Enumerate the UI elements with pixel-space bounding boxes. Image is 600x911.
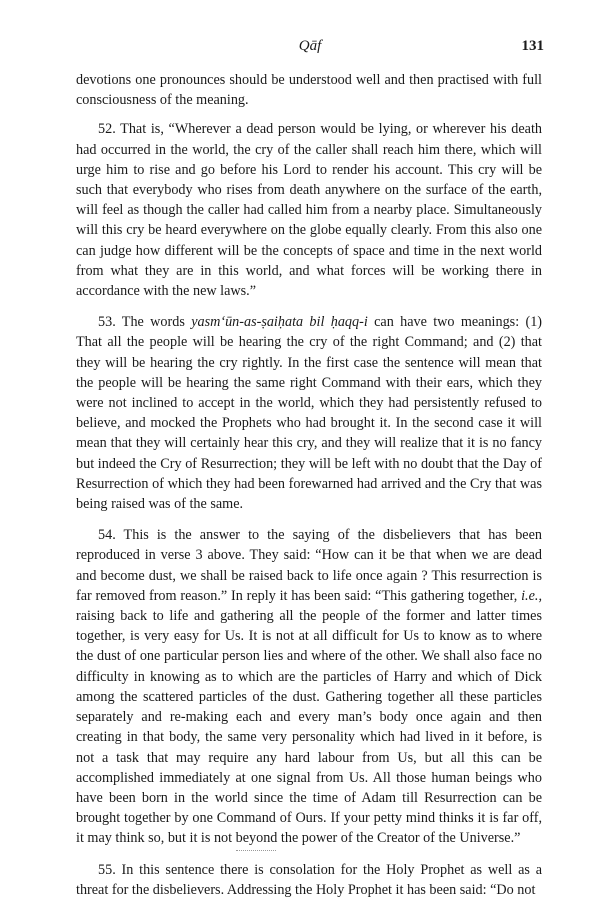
note-53-body: can have two meanings: (1) That all the people will be hearing the cry of the right Command; and (2) that they will be hearing the cry rightly. In the first case the sentence will mean that the people will be hearing the same right Command with their ears, which they were not inclined to accept in the world, which they had persistently refused to believe, and mocked the Prophets who had brought it. In the second case it will mean that they will certainly hear this cry, and they will realize that it is no fancy but indeed the Cry of Resurrection; they will be left with no doubt that the Day of Resurrection of which they had been forewarned had arrived and the Cry that was being raised was of the same. bbox=[76, 314, 543, 513]
running-title: Qāf bbox=[298, 38, 322, 54]
note-53 bbox=[76, 312, 542, 514]
note-52: 52. That is, “Wherever a dead person would be lying, or wherever his death had occurred in the world, the cry of the caller shall reach him there, which will urge him to rise and go before his Lord to render his account. This cry will be such that everybody who rises from death anywhere on the surface of the earth, will feel as though the caller had called him from a nearby place. Simultaneously will this cry be heard everywhere on the globe equally clearly. From this also one can judge how different will be the concepts of space and time in the next world from what they are in this world, and what forces will be working there in accordance with the new laws.” bbox=[76, 121, 542, 300]
note-54-lead: 54. This is the answer to the saying of the disbelievers that has been reproduced in verse 3 above. They said: “How can it be that when we are dead and become dust, we shall be raised back to life once again ? This resurrection is far removed from reason.” In reply it has been said: “This gathering together, bbox=[76, 527, 542, 604]
body-text bbox=[76, 70, 542, 911]
page-header bbox=[76, 38, 544, 58]
note-53-lead: 53. The words bbox=[98, 314, 192, 331]
note-54 bbox=[76, 525, 542, 848]
note-53-transliteration: yasm‘ūn-as-ṣaiḥata bil ḥaqq-i bbox=[191, 314, 368, 331]
paragraph-continuation: devotions one pronounces should be understood well and then practised with full consciousness of the meaning. bbox=[76, 72, 542, 109]
page-number: 131 bbox=[521, 38, 544, 54]
note-54-ie: i.e., bbox=[521, 587, 542, 604]
note-55: 55. In this sentence there is consolation for the Holy Prophet as well as a threat for the disbelievers. Addressing the Holy Prophet it has been said: “Do not bbox=[76, 861, 542, 898]
footer-mark bbox=[236, 850, 276, 852]
note-54-body: raising back to life and gathering all the people of the former and latter times together, is very easy for Us. It is not at all difficult for Us to know as to where the dust of one particular person lies and where of the other. We shall also face no difficulty in knowing as to which are the particles of Harry and which of Dick among the scattered particles of the dust. Gathering together all these particles separately and re-making each and every man’s body once again and then creating in that body, the same very personality which had lived in it before, is not a task that may require any hard labour from Us, but all this can be accomplished immediately at one signal from Us. All those human beings who have been born in the world since the time of Adam till Resurrection can be brought together by one Command of Ours. If your petty mind thinks it is far off, it may think so, but it is not beyond the power of the Creator of the Universe.” bbox=[76, 608, 542, 847]
